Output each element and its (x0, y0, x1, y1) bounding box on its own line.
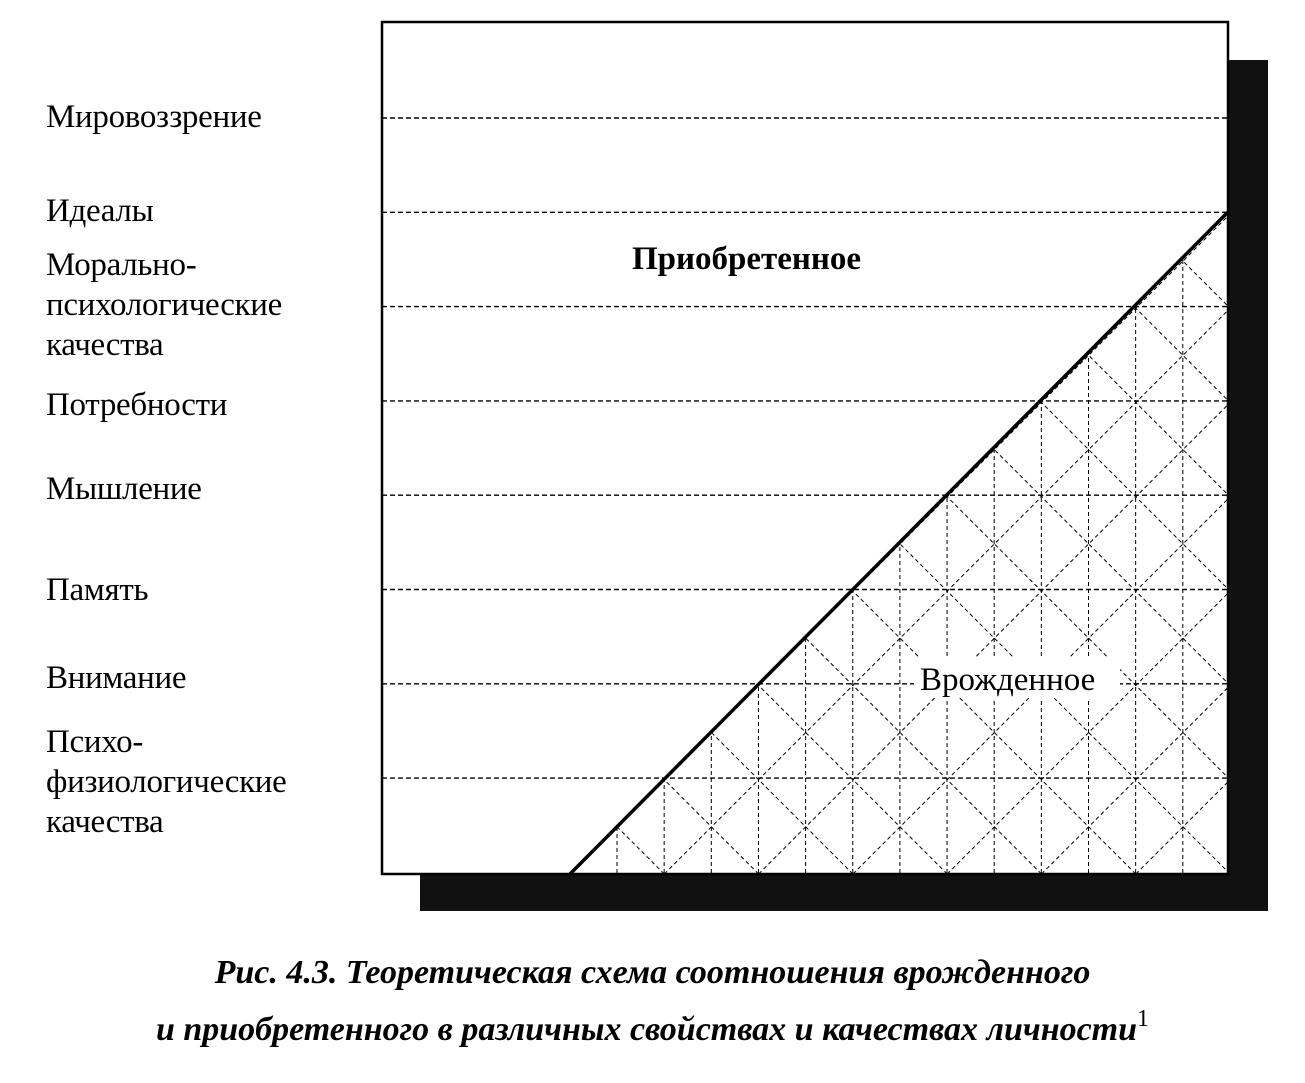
lattice-diagonal-down (0, 22, 99, 874)
row-label-thinking: Мышление (46, 471, 202, 507)
innate-area-label: Врожденное (920, 662, 1096, 698)
row-label-moral-psychological: Морально- психологические качества (46, 247, 282, 363)
row-label-memory: Память (46, 572, 149, 608)
lattice-diagonal-down (0, 22, 4, 874)
row-label-worldview: Мировоззрение (46, 99, 262, 135)
lattice-diagonal-up (0, 22, 196, 874)
row-label-needs: Потребности (46, 387, 228, 423)
lattice-diagonal-up (0, 22, 8, 874)
lattice-diagonal-down (0, 22, 193, 874)
shadow-right (1228, 60, 1268, 911)
lattice-diagonal-up (0, 22, 385, 874)
caption-line-2 (0, 996, 1305, 1053)
caption-line-2-text: и приобретенного в различных свойствах и качествах личности (155, 1011, 1138, 1048)
row-label-ideals: Идеалы (46, 193, 154, 229)
shadow-bottom (420, 874, 1268, 911)
caption-footnote-mark: 1 (1137, 1006, 1150, 1032)
innate-area-label-group (914, 658, 1120, 698)
lattice-diagonal-down (0, 22, 287, 874)
row-label-psychophysiological: Психо- физиологические качества (46, 724, 287, 840)
lattice-diagonal-up (0, 22, 102, 874)
row-label-attention: Внимание (46, 660, 187, 696)
lattice-diagonal-down (0, 22, 381, 874)
lattice-diagonal-up (0, 22, 290, 874)
caption-line-1: Рис. 4.3. Теоретическая схема соотношения врожденного (214, 954, 1091, 991)
figure-caption (0, 950, 1305, 1053)
acquired-area-label: Приобретенное (632, 241, 862, 277)
diagram-frame (382, 22, 1228, 874)
